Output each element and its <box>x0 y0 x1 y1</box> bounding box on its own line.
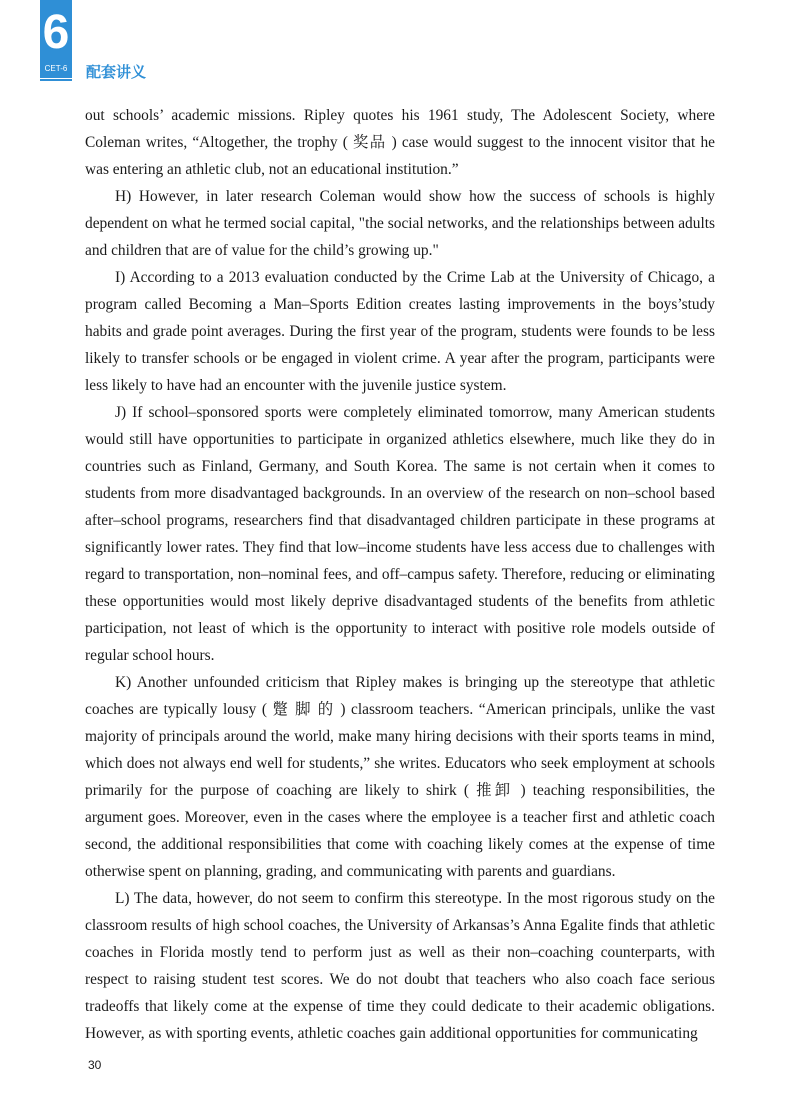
series-title: 配套讲义 <box>86 63 147 81</box>
paragraph-k: K) Another unfounded criticism that Ripley makes is bringing up the stereotype that athletic coaches are typically lousy ( 蹩 脚 的 ) classroom teachers. “American principals, unlike the vast majority of principals around the world, make many hiring decisions with their sports teams in mind, which does not always end well for students,” she writes. Educators who seek employment at schools primarily for the purpose of coaching are likely to shirk ( 推卸 ) teaching responsibilities, the argument goes. Moreover, even in the cases where the employee is a teacher first and athletic coach second, the additional responsibilities that come with coaching likely comes at the expense of time otherwise spent on planning, grading, and communicating with parents and guardians. <box>85 674 715 880</box>
exam-level-label: CET-6 <box>44 64 68 73</box>
paragraph-h: H) However, in later research Coleman would show how the success of schools is highly dependent on what he termed social capital, "the social networks, and the relationships between adults and children that are of value for the child’s growing up." <box>85 188 715 259</box>
header-divider <box>40 79 72 81</box>
paragraph-l: L) The data, however, do not seem to confirm this stereotype. In the most rigorous study on the classroom results of high school coaches, the University of Arkansas’s Anna Egalite finds that athletic coaches in Florida mostly tend to perform just as well as their non–coaching counterparts, with respect to raising student test scores. We do not doubt that teachers who also coach face serious tradeoffs that likely come at the expense of time they could dedicate to their academic obligations. However, as with sporting events, athletic coaches gain additional opportunities for communicating <box>85 890 715 1042</box>
paragraph-j: J) If school–sponsored sports were completely eliminated tomorrow, many American students would still have opportunities to participate in organized athletics elsewhere, much like they do in countries such as Finland, Germany, and South Korea. The same is not certain when it comes to students from more disadvantaged backgrounds. In an overview of the research on non–school based after–school programs, researchers find that disadvantaged children participate in these programs at significantly lower rates. They find that low–income students have less access due to challenges with regard to transportation, non–nominal fees, and off–campus safety. Therefore, reducing or eliminating these opportunities would most likely deprive disadvantaged students of the benefits from athletic participation, not least of which is the opportunity to interact with positive role models outside of regular school hours. <box>85 404 715 664</box>
article-body <box>85 102 715 1047</box>
paragraph-g-continued: out schools’ academic missions. Ripley quotes his 1961 study, The Adolescent Society, where Coleman writes, “Altogether, the trophy ( 奖品 ) case would suggest to the innocent visitor that he was entering an athletic club, not an educational institution.” <box>85 107 715 178</box>
page-header <box>40 0 340 90</box>
paragraph-i: I) According to a 2013 evaluation conducted by the Crime Lab at the University of Chicago, a program called Becoming a Man–Sports Edition creates lasting improvements in the boys’study habits and grade point averages. During the first year of the program, students were founds to be less likely to transfer schools or be engaged in violent crime. A year after the program, participants were less likely to have had an encounter with the juvenile justice system. <box>85 269 715 394</box>
page-number: 30 <box>88 1058 102 1072</box>
chapter-number: 6 <box>42 6 70 59</box>
